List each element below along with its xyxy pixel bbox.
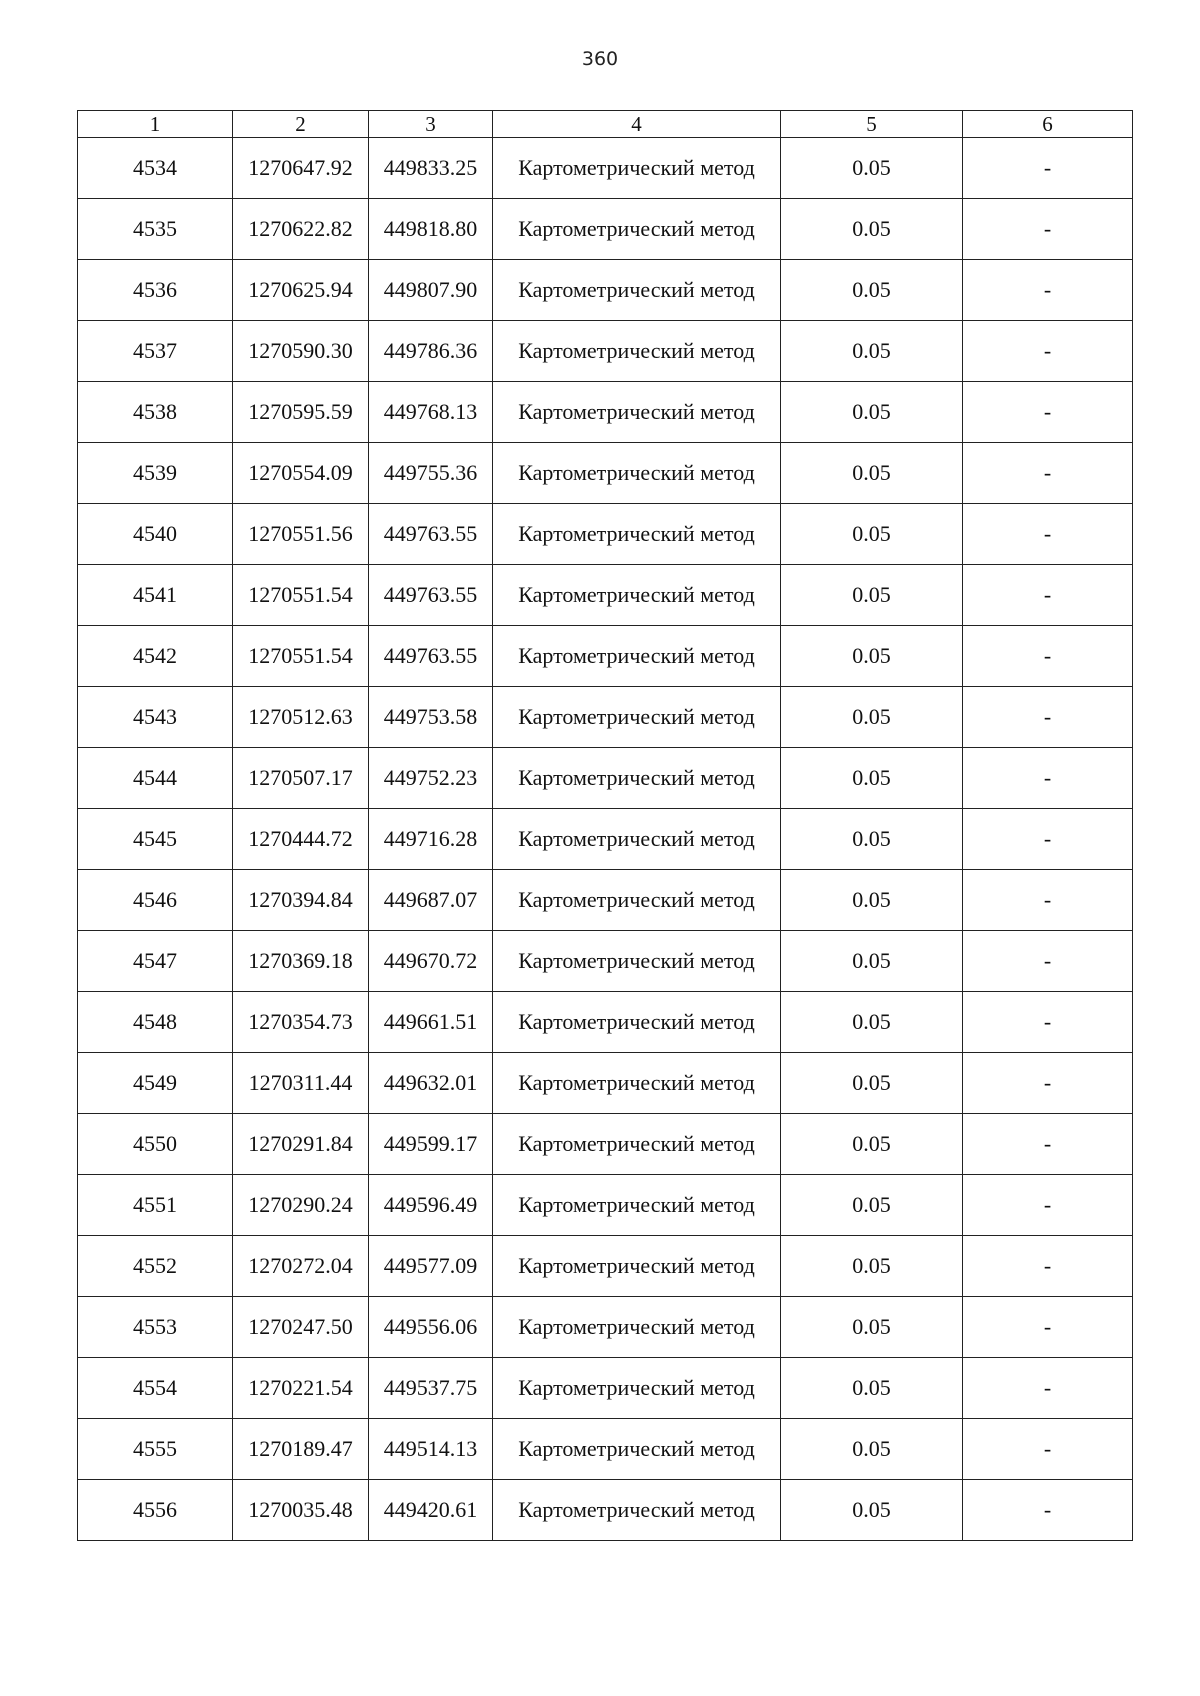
method-cell: Картометрический метод xyxy=(493,199,781,260)
y-coordinate-cell: 449763.55 xyxy=(369,504,493,565)
accuracy-cell: 0.05 xyxy=(781,748,963,809)
x-coordinate-cell: 1270290.24 xyxy=(233,1175,369,1236)
table-row xyxy=(78,1053,1133,1114)
point-number-cell: 4542 xyxy=(78,626,233,687)
point-number-cell: 4536 xyxy=(78,260,233,321)
y-coordinate-cell: 449752.23 xyxy=(369,748,493,809)
y-coordinate-cell: 449577.09 xyxy=(369,1236,493,1297)
note-cell: - xyxy=(963,626,1133,687)
y-coordinate-cell: 449818.80 xyxy=(369,199,493,260)
note-cell: - xyxy=(963,748,1133,809)
point-number-cell: 4552 xyxy=(78,1236,233,1297)
point-number-cell: 4549 xyxy=(78,1053,233,1114)
method-cell: Картометрический метод xyxy=(493,321,781,382)
x-coordinate-cell: 1270507.17 xyxy=(233,748,369,809)
y-coordinate-cell: 449768.13 xyxy=(369,382,493,443)
y-coordinate-cell: 449596.49 xyxy=(369,1175,493,1236)
y-coordinate-cell: 449786.36 xyxy=(369,321,493,382)
x-coordinate-cell: 1270551.56 xyxy=(233,504,369,565)
note-cell: - xyxy=(963,260,1133,321)
column-header-4: 4 xyxy=(493,111,781,138)
note-cell: - xyxy=(963,504,1133,565)
method-cell: Картометрический метод xyxy=(493,870,781,931)
x-coordinate-cell: 1270622.82 xyxy=(233,199,369,260)
column-header-3: 3 xyxy=(369,111,493,138)
point-number-cell: 4540 xyxy=(78,504,233,565)
table-row xyxy=(78,687,1133,748)
y-coordinate-cell: 449753.58 xyxy=(369,687,493,748)
accuracy-cell: 0.05 xyxy=(781,1480,963,1541)
note-cell: - xyxy=(963,1114,1133,1175)
point-number-cell: 4546 xyxy=(78,870,233,931)
y-coordinate-cell: 449537.75 xyxy=(369,1358,493,1419)
point-number-cell: 4551 xyxy=(78,1175,233,1236)
column-header-6: 6 xyxy=(963,111,1133,138)
note-cell: - xyxy=(963,1419,1133,1480)
accuracy-cell: 0.05 xyxy=(781,443,963,504)
y-coordinate-cell: 449514.13 xyxy=(369,1419,493,1480)
note-cell: - xyxy=(963,565,1133,626)
table-row xyxy=(78,1358,1133,1419)
note-cell: - xyxy=(963,870,1133,931)
accuracy-cell: 0.05 xyxy=(781,1175,963,1236)
accuracy-cell: 0.05 xyxy=(781,504,963,565)
point-number-cell: 4543 xyxy=(78,687,233,748)
table-row xyxy=(78,1175,1133,1236)
accuracy-cell: 0.05 xyxy=(781,1358,963,1419)
point-number-cell: 4554 xyxy=(78,1358,233,1419)
method-cell: Картометрический метод xyxy=(493,687,781,748)
note-cell: - xyxy=(963,1358,1133,1419)
note-cell: - xyxy=(963,687,1133,748)
note-cell: - xyxy=(963,1236,1133,1297)
method-cell: Картометрический метод xyxy=(493,504,781,565)
y-coordinate-cell: 449807.90 xyxy=(369,260,493,321)
method-cell: Картометрический метод xyxy=(493,1114,781,1175)
accuracy-cell: 0.05 xyxy=(781,1053,963,1114)
accuracy-cell: 0.05 xyxy=(781,1419,963,1480)
table-row xyxy=(78,1297,1133,1358)
point-number-cell: 4547 xyxy=(78,931,233,992)
point-number-cell: 4553 xyxy=(78,1297,233,1358)
method-cell: Картометрический метод xyxy=(493,443,781,504)
accuracy-cell: 0.05 xyxy=(781,138,963,199)
y-coordinate-cell: 449670.72 xyxy=(369,931,493,992)
table-row xyxy=(78,138,1133,199)
x-coordinate-cell: 1270647.92 xyxy=(233,138,369,199)
method-cell: Картометрический метод xyxy=(493,1236,781,1297)
accuracy-cell: 0.05 xyxy=(781,931,963,992)
x-coordinate-cell: 1270247.50 xyxy=(233,1297,369,1358)
accuracy-cell: 0.05 xyxy=(781,1236,963,1297)
x-coordinate-cell: 1270354.73 xyxy=(233,992,369,1053)
x-coordinate-cell: 1270311.44 xyxy=(233,1053,369,1114)
x-coordinate-cell: 1270551.54 xyxy=(233,565,369,626)
table-row xyxy=(78,1236,1133,1297)
method-cell: Картометрический метод xyxy=(493,1419,781,1480)
table-row xyxy=(78,1480,1133,1541)
method-cell: Картометрический метод xyxy=(493,138,781,199)
x-coordinate-cell: 1270189.47 xyxy=(233,1419,369,1480)
x-coordinate-cell: 1270590.30 xyxy=(233,321,369,382)
table-body xyxy=(78,138,1133,1541)
x-coordinate-cell: 1270221.54 xyxy=(233,1358,369,1419)
point-number-cell: 4535 xyxy=(78,199,233,260)
table-row xyxy=(78,809,1133,870)
table-row xyxy=(78,382,1133,443)
header-row xyxy=(78,111,1133,138)
method-cell: Картометрический метод xyxy=(493,626,781,687)
page-number: 360 xyxy=(581,48,619,70)
table-row xyxy=(78,565,1133,626)
y-coordinate-cell: 449420.61 xyxy=(369,1480,493,1541)
x-coordinate-cell: 1270551.54 xyxy=(233,626,369,687)
y-coordinate-cell: 449763.55 xyxy=(369,565,493,626)
column-header-1: 1 xyxy=(78,111,233,138)
y-coordinate-cell: 449755.36 xyxy=(369,443,493,504)
note-cell: - xyxy=(963,382,1133,443)
table-row xyxy=(78,626,1133,687)
table-row xyxy=(78,321,1133,382)
method-cell: Картометрический метод xyxy=(493,748,781,809)
x-coordinate-cell: 1270595.59 xyxy=(233,382,369,443)
point-number-cell: 4539 xyxy=(78,443,233,504)
point-number-cell: 4545 xyxy=(78,809,233,870)
x-coordinate-cell: 1270035.48 xyxy=(233,1480,369,1541)
point-number-cell: 4538 xyxy=(78,382,233,443)
point-number-cell: 4544 xyxy=(78,748,233,809)
method-cell: Картометрический метод xyxy=(493,382,781,443)
note-cell: - xyxy=(963,931,1133,992)
accuracy-cell: 0.05 xyxy=(781,382,963,443)
table-row xyxy=(78,931,1133,992)
x-coordinate-cell: 1270512.63 xyxy=(233,687,369,748)
accuracy-cell: 0.05 xyxy=(781,687,963,748)
accuracy-cell: 0.05 xyxy=(781,992,963,1053)
method-cell: Картометрический метод xyxy=(493,1053,781,1114)
note-cell: - xyxy=(963,992,1133,1053)
method-cell: Картометрический метод xyxy=(493,565,781,626)
y-coordinate-cell: 449763.55 xyxy=(369,626,493,687)
note-cell: - xyxy=(963,321,1133,382)
y-coordinate-cell: 449632.01 xyxy=(369,1053,493,1114)
note-cell: - xyxy=(963,1175,1133,1236)
accuracy-cell: 0.05 xyxy=(781,870,963,931)
table-row xyxy=(78,992,1133,1053)
method-cell: Картометрический метод xyxy=(493,1358,781,1419)
accuracy-cell: 0.05 xyxy=(781,626,963,687)
point-number-cell: 4548 xyxy=(78,992,233,1053)
x-coordinate-cell: 1270625.94 xyxy=(233,260,369,321)
table-row xyxy=(78,199,1133,260)
accuracy-cell: 0.05 xyxy=(781,321,963,382)
x-coordinate-cell: 1270554.09 xyxy=(233,443,369,504)
method-cell: Картометрический метод xyxy=(493,931,781,992)
note-cell: - xyxy=(963,199,1133,260)
note-cell: - xyxy=(963,1480,1133,1541)
point-number-cell: 4534 xyxy=(78,138,233,199)
table-row xyxy=(78,260,1133,321)
y-coordinate-cell: 449661.51 xyxy=(369,992,493,1053)
y-coordinate-cell: 449716.28 xyxy=(369,809,493,870)
method-cell: Картометрический метод xyxy=(493,992,781,1053)
x-coordinate-cell: 1270291.84 xyxy=(233,1114,369,1175)
column-header-5: 5 xyxy=(781,111,963,138)
table-row xyxy=(78,443,1133,504)
accuracy-cell: 0.05 xyxy=(781,1297,963,1358)
table-row xyxy=(78,504,1133,565)
accuracy-cell: 0.05 xyxy=(781,1114,963,1175)
y-coordinate-cell: 449833.25 xyxy=(369,138,493,199)
table-row xyxy=(78,748,1133,809)
note-cell: - xyxy=(963,443,1133,504)
point-number-cell: 4537 xyxy=(78,321,233,382)
point-number-cell: 4550 xyxy=(78,1114,233,1175)
y-coordinate-cell: 449599.17 xyxy=(369,1114,493,1175)
column-header-2: 2 xyxy=(233,111,369,138)
method-cell: Картометрический метод xyxy=(493,809,781,870)
point-number-cell: 4556 xyxy=(78,1480,233,1541)
note-cell: - xyxy=(963,809,1133,870)
x-coordinate-cell: 1270272.04 xyxy=(233,1236,369,1297)
x-coordinate-cell: 1270444.72 xyxy=(233,809,369,870)
x-coordinate-cell: 1270369.18 xyxy=(233,931,369,992)
note-cell: - xyxy=(963,138,1133,199)
accuracy-cell: 0.05 xyxy=(781,199,963,260)
method-cell: Картометрический метод xyxy=(493,1175,781,1236)
coordinates-table xyxy=(77,110,1133,1541)
table-row xyxy=(78,870,1133,931)
accuracy-cell: 0.05 xyxy=(781,260,963,321)
accuracy-cell: 0.05 xyxy=(781,809,963,870)
method-cell: Картометрический метод xyxy=(493,1297,781,1358)
point-number-cell: 4541 xyxy=(78,565,233,626)
note-cell: - xyxy=(963,1053,1133,1114)
method-cell: Картометрический метод xyxy=(493,260,781,321)
x-coordinate-cell: 1270394.84 xyxy=(233,870,369,931)
note-cell: - xyxy=(963,1297,1133,1358)
table-row xyxy=(78,1419,1133,1480)
method-cell: Картометрический метод xyxy=(493,1480,781,1541)
table-row xyxy=(78,1114,1133,1175)
accuracy-cell: 0.05 xyxy=(781,565,963,626)
y-coordinate-cell: 449687.07 xyxy=(369,870,493,931)
point-number-cell: 4555 xyxy=(78,1419,233,1480)
y-coordinate-cell: 449556.06 xyxy=(369,1297,493,1358)
